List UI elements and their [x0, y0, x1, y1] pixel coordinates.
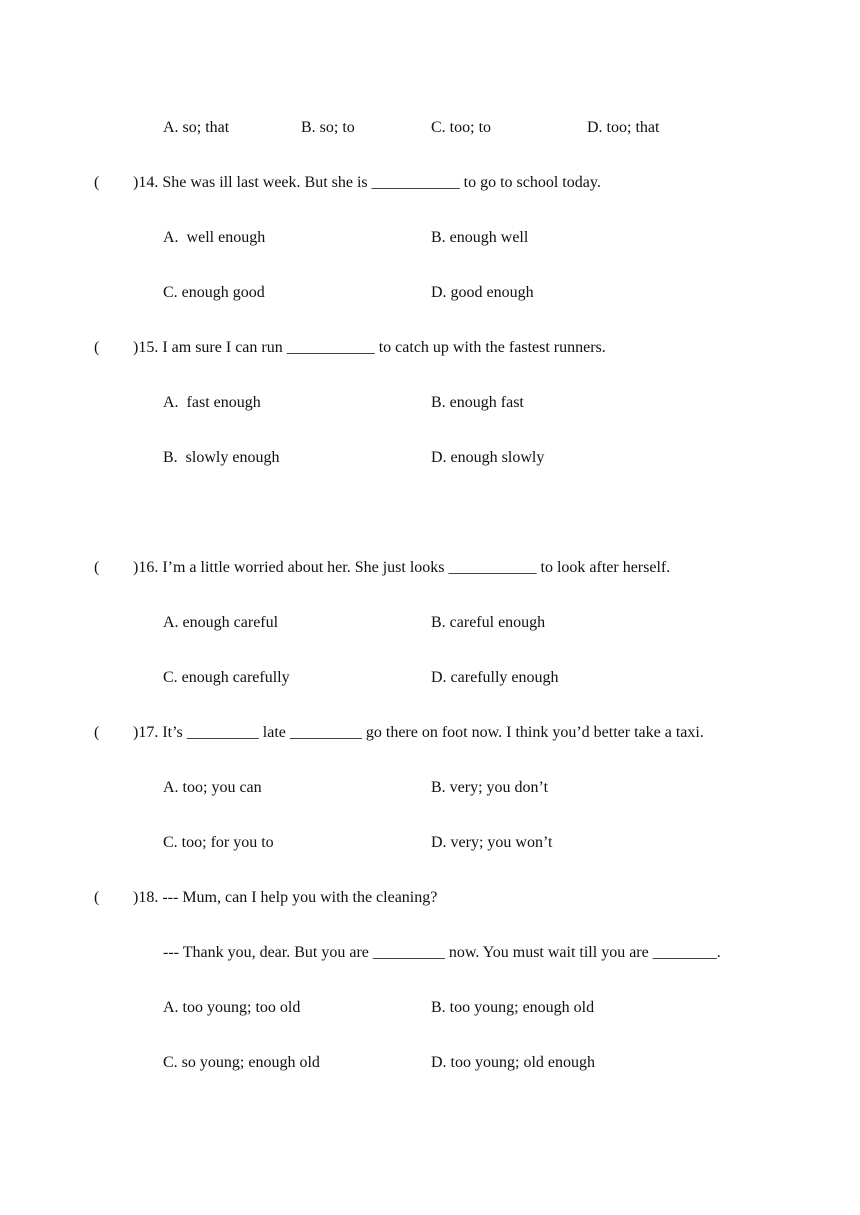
q15-option-d: D. enough slowly: [431, 449, 545, 466]
q17-stem: )17. It’s _________ late _________ go there on foot now. I think you’d better take a taxi.: [133, 724, 704, 741]
q18-option-b: B. too young; enough old: [431, 999, 595, 1016]
q18-stem-continuation: --- Thank you, dear. But you are _________ now. You must wait till you are ________.: [163, 944, 721, 961]
q14-stem: )14. She was ill last week. But she is ___________ to go to school today.: [133, 174, 601, 191]
q16-answer-paren: (: [94, 559, 100, 576]
q14-answer-paren: (: [94, 174, 100, 191]
q13-option-c: C. too; to: [431, 119, 492, 136]
q14-option-c: C. enough good: [163, 284, 265, 301]
q18-answer-paren: (: [94, 889, 100, 906]
q16-option-d: D. carefully enough: [431, 669, 559, 686]
q16-option-b: B. careful enough: [431, 614, 546, 631]
q18-stem: )18. --- Mum, can I help you with the cleaning?: [133, 889, 438, 906]
q15-option-a: A. fast enough: [163, 394, 261, 411]
q13-option-b: B. so; to: [301, 119, 355, 136]
q17-option-c: C. too; for you to: [163, 834, 274, 851]
q16-option-c: C. enough carefully: [163, 669, 290, 686]
q14-option-b: B. enough well: [431, 229, 529, 246]
q17-option-b: B. very; you don’t: [431, 779, 549, 796]
q18-option-d: D. too young; old enough: [431, 1054, 595, 1071]
q15-option-b: B. enough fast: [431, 394, 524, 411]
q18-option-a: A. too young; too old: [163, 999, 301, 1016]
q15-option-c: B. slowly enough: [163, 449, 280, 466]
q13-option-d: D. too; that: [587, 119, 660, 136]
q15-answer-paren: (: [94, 339, 100, 356]
q17-option-a: A. too; you can: [163, 779, 262, 796]
q14-option-a: A. well enough: [163, 229, 266, 246]
q16-option-a: A. enough careful: [163, 614, 279, 631]
q16-stem: )16. I’m a little worried about her. She just looks ___________ to look after herself.: [133, 559, 671, 576]
q17-answer-paren: (: [94, 724, 100, 741]
q17-option-d: D. very; you won’t: [431, 834, 553, 851]
q15-stem: )15. I am sure I can run ___________ to catch up with the fastest runners.: [133, 339, 606, 356]
q18-option-c: C. so young; enough old: [163, 1054, 320, 1071]
q14-option-d: D. good enough: [431, 284, 534, 301]
q13-option-a: A. so; that: [163, 119, 230, 136]
